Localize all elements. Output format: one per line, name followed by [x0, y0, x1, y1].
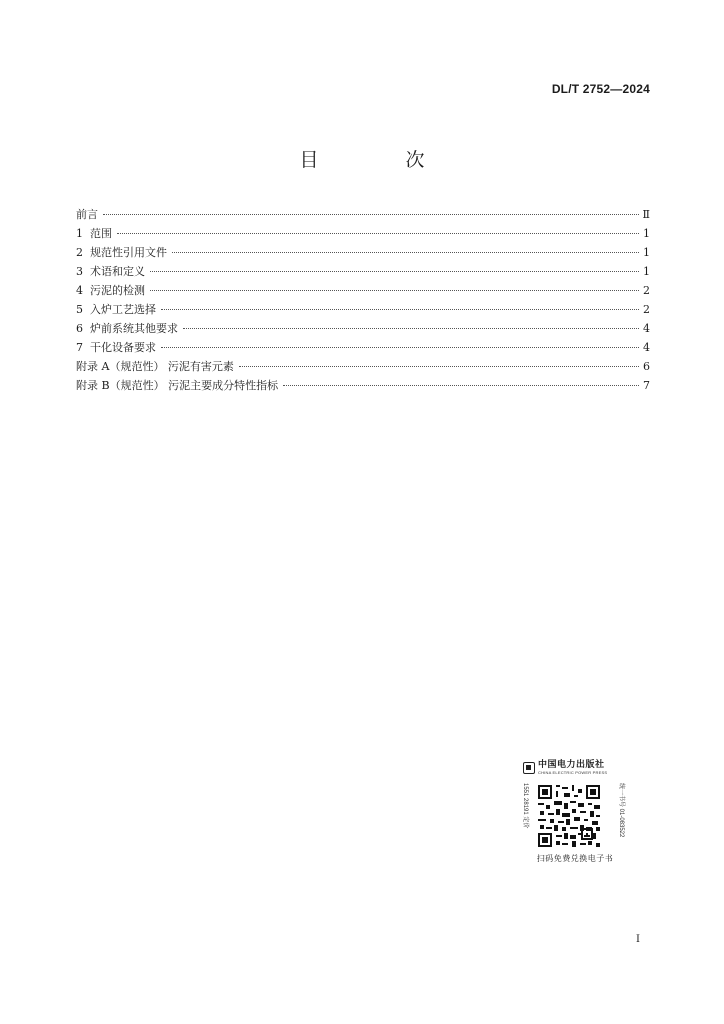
- standard-code: DL/T 2752—2024: [551, 82, 650, 96]
- toc-entry-2[interactable]: [76, 243, 650, 262]
- publisher-qr-block: [523, 760, 627, 864]
- toc-leader: [117, 232, 639, 234]
- toc-leader: [161, 308, 639, 310]
- toc-number: 2: [76, 246, 83, 259]
- toc-entry-3[interactable]: [76, 262, 650, 281]
- toc-leader: [239, 365, 639, 367]
- toc-number: 1: [76, 227, 83, 240]
- toc-entry-foreword[interactable]: [76, 205, 650, 224]
- publisher-name-en: CHINA ELECTRIC POWER PRESS: [538, 770, 608, 775]
- qr-area: [523, 781, 627, 851]
- toc-label: 附录 B（规范性） 污泥主要成分特性指标: [76, 379, 279, 392]
- toc-label: 规范性引用文件: [90, 246, 167, 259]
- book-number-side-text: 统一书号 01-083522: [618, 783, 624, 838]
- toc-entry-7[interactable]: [76, 338, 650, 357]
- toc-label: 前言: [76, 208, 98, 221]
- toc-page: 6: [643, 360, 650, 373]
- toc-label: 干化设备要求: [90, 341, 156, 354]
- toc-entry-1[interactable]: [76, 224, 650, 243]
- toc-page: 1: [643, 265, 650, 278]
- qr-caption: 扫码免费兑换电子书: [536, 854, 614, 863]
- toc-leader: [283, 384, 639, 386]
- toc-page: 4: [643, 322, 650, 335]
- toc-number: 6: [76, 322, 83, 335]
- toc-leader: [150, 289, 639, 291]
- publisher-header: [523, 760, 627, 776]
- toc-label: 污泥的检测: [90, 284, 145, 297]
- toc-entry-6[interactable]: [76, 319, 650, 338]
- qr-code-icon[interactable]: [536, 783, 602, 849]
- toc-page: Ⅱ: [642, 208, 650, 221]
- toc-label: 炉前系统其他要求: [90, 322, 178, 335]
- toc-entry-5[interactable]: [76, 300, 650, 319]
- toc-number: 7: [76, 341, 83, 354]
- isbn-side-text: 1551 28191 定价: [522, 783, 528, 829]
- toc-label: 附录 A（规范性） 污泥有害元素: [76, 360, 234, 373]
- toc-label: 入炉工艺选择: [90, 303, 156, 316]
- toc-entry-4[interactable]: [76, 281, 650, 300]
- toc-page: 2: [643, 303, 650, 316]
- toc-page: 4: [643, 341, 650, 354]
- publisher-logo-icon: [523, 762, 535, 774]
- toc-page: 1: [643, 246, 650, 259]
- page-number: I: [636, 934, 640, 945]
- toc-entry-appendix-b[interactable]: [76, 376, 650, 395]
- table-of-contents: [76, 205, 650, 395]
- toc-page: 1: [643, 227, 650, 240]
- toc-number: 4: [76, 284, 83, 297]
- toc-entry-appendix-a[interactable]: [76, 357, 650, 376]
- toc-leader: [183, 327, 639, 329]
- toc-leader: [103, 213, 639, 215]
- toc-leader: [172, 251, 639, 253]
- toc-number: 5: [76, 303, 83, 316]
- toc-page: 2: [643, 284, 650, 297]
- toc-leader: [150, 270, 639, 272]
- toc-number: 3: [76, 265, 83, 278]
- toc-label: 术语和定义: [90, 265, 145, 278]
- toc-leader: [161, 346, 639, 348]
- publisher-name: 中国电力出版社: [538, 760, 605, 770]
- toc-label: 范围: [90, 227, 112, 240]
- toc-page: 7: [643, 379, 650, 392]
- page-title: 目 次: [299, 149, 459, 171]
